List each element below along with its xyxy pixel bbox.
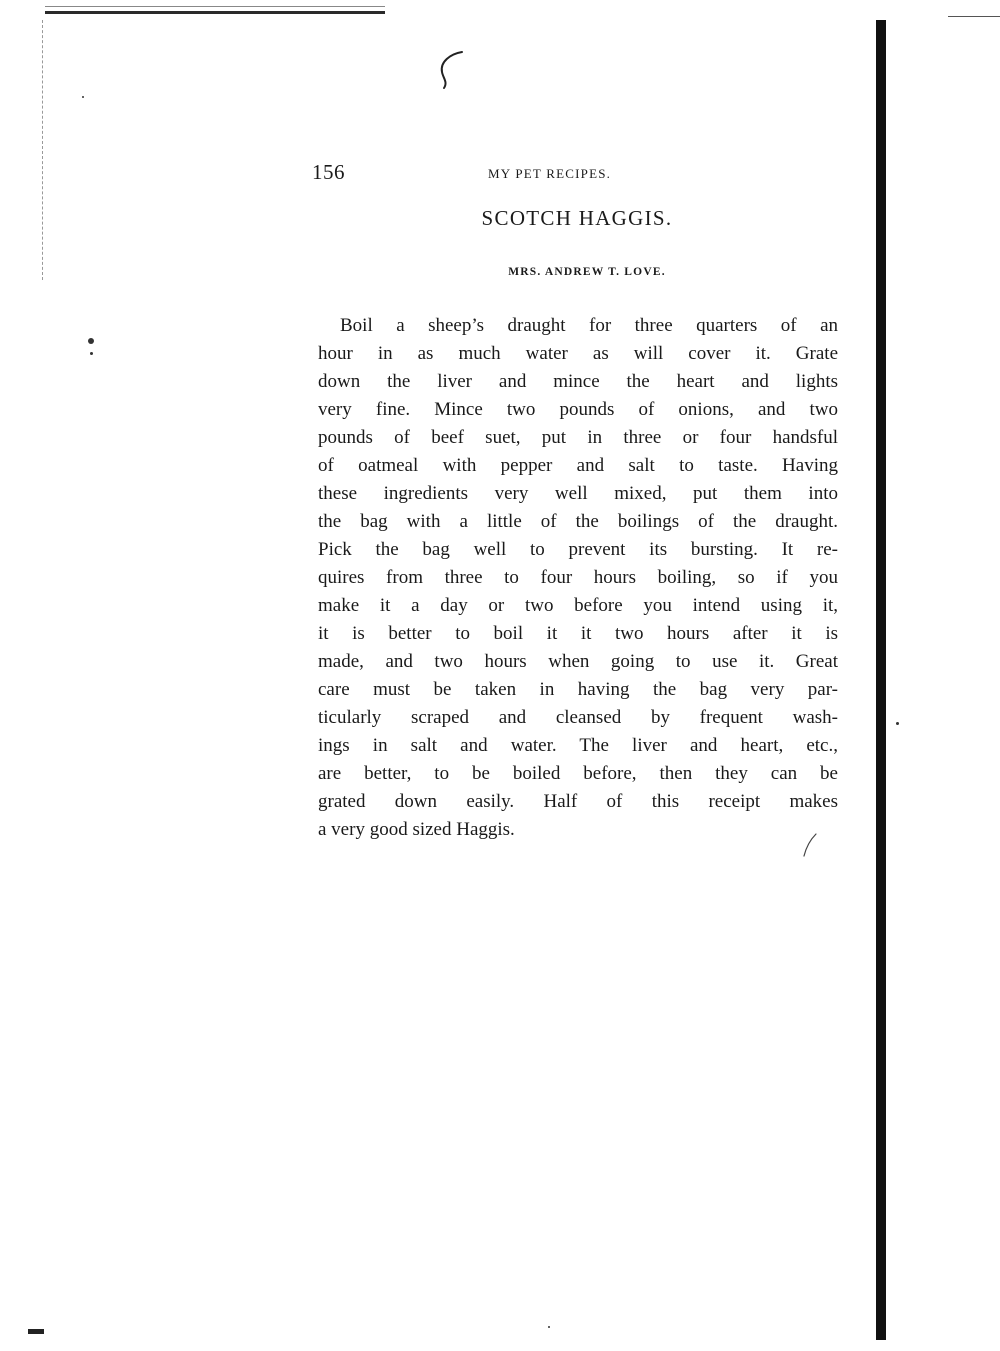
body-line: a very good sized Haggis. (318, 819, 515, 840)
scan-speck (896, 722, 899, 725)
body-line: ings in salt and water. The liver and heart, etc., (318, 735, 838, 756)
body-line: Pick the bag well to prevent its bursting. It re- (318, 539, 838, 560)
recipe-author: MRS. ANDREW T. LOVE. (508, 266, 666, 278)
recipe-body (318, 312, 838, 844)
scan-corner-mark (28, 1329, 44, 1334)
body-line: hour in as much water as will cover it. Grate (318, 343, 838, 364)
scan-speck (88, 338, 94, 344)
scan-speck (548, 1326, 550, 1328)
body-line: pounds of beef suet, put in three or four handsful (318, 427, 838, 448)
recipe-title: SCOTCH HAGGIS. (481, 206, 673, 230)
body-line: quires from three to four hours boiling, so if you (318, 567, 838, 588)
scan-top-edge-thin (45, 6, 385, 7)
body-line: care must be taken in having the bag very par- (318, 679, 838, 700)
pencil-annotation-mark (432, 48, 472, 92)
body-line: ticularly scraped and cleansed by frequent wash- (318, 707, 838, 728)
scan-speck (90, 352, 93, 355)
scan-left-edge (42, 20, 44, 280)
body-line: of oatmeal with pepper and salt to taste. Having (318, 455, 838, 476)
scan-right-edge-mark (948, 16, 1000, 17)
scan-binding-shadow (876, 20, 886, 1340)
body-line: made, and two hours when going to use it. Great (318, 651, 838, 672)
running-header (312, 160, 842, 190)
body-line: these ingredients very well mixed, put them into (318, 483, 838, 504)
body-line: Boil a sheep’s draught for three quarters of an (340, 315, 838, 336)
body-line: it is better to boil it it two hours after it is (318, 623, 838, 644)
body-line: very fine. Mince two pounds of onions, and two (318, 399, 838, 420)
body-line: the bag with a little of the boilings of the draught. (318, 511, 838, 532)
body-line: down the liver and mince the heart and lights (318, 371, 838, 392)
running-title: MY PET RECIPES. (488, 166, 612, 181)
body-line: are better, to be boiled before, then they can be (318, 763, 838, 784)
scan-speck (82, 96, 84, 98)
page-number: 156 (312, 160, 345, 184)
scan-top-edge (45, 11, 385, 14)
body-line: grated down easily. Half of this receipt makes (318, 791, 838, 812)
body-line: make it a day or two before you intend using it, (318, 595, 838, 616)
